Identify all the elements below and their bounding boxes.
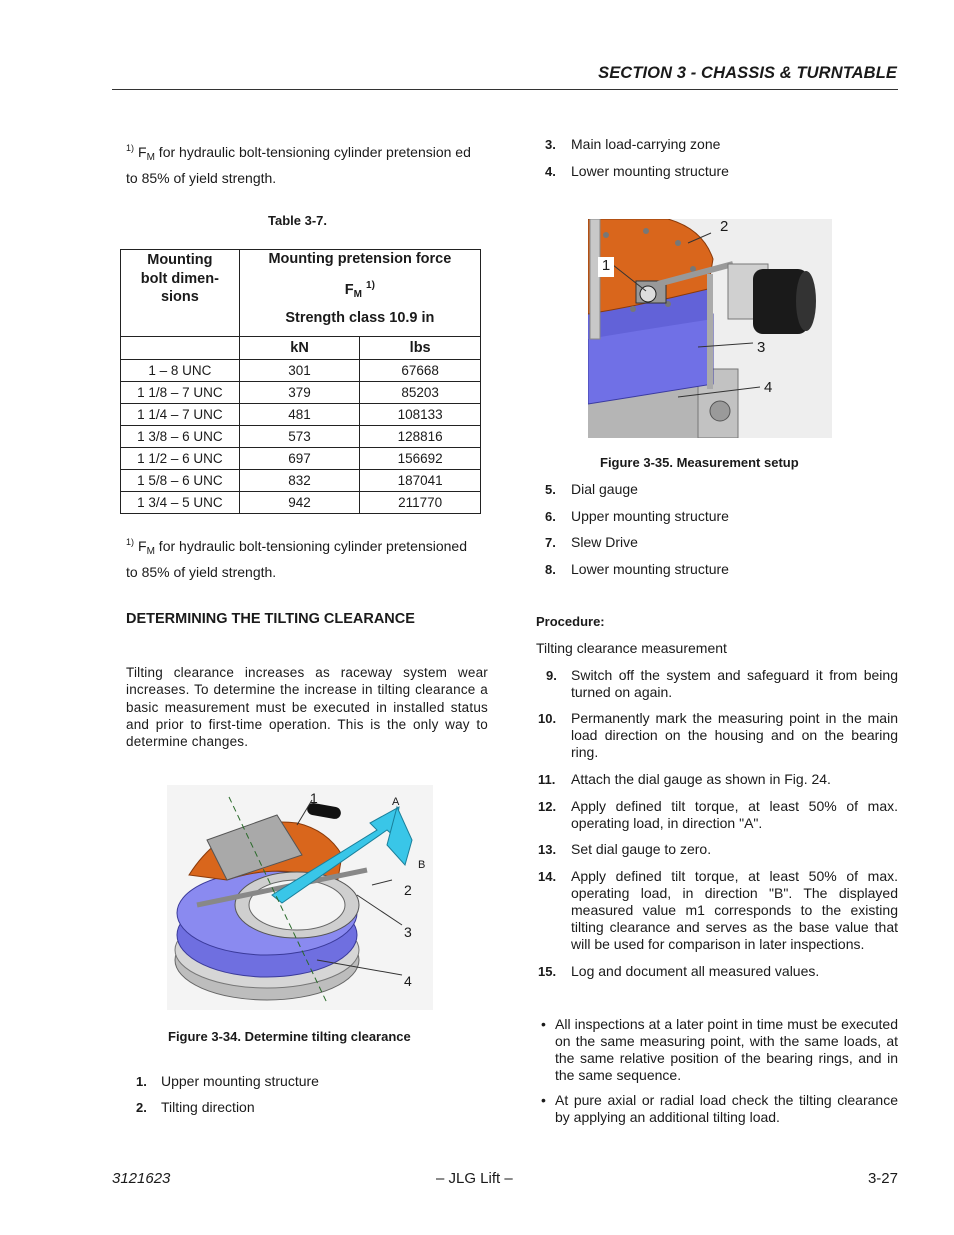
footnote-subscript: M [146, 546, 155, 557]
list-item: 8. Lower mounting structure [545, 561, 729, 577]
footnote-mark: 1) [126, 143, 135, 153]
table-row: 1 5/8 – 6 UNC 832 187041 [121, 470, 481, 492]
procedure-step: 13. Set dial gauge to zero. [538, 841, 712, 857]
table-row: 1 3/4 – 5 UNC 942 211770 [121, 492, 481, 514]
units-blank-cell [121, 337, 240, 360]
procedure-step: 14. Apply defined tilt torque, at least 50% of max. operating load, in direction "B". The displayed measured value m1 corresponds to the existing tilting clearance and serves as the base value that will be used for comparison in later inspections. [538, 868, 898, 952]
procedure-step: 10. Permanently mark the measuring point in the main load direction on the housing and on the bearing ring. [538, 710, 898, 760]
footer-page-number: 3-27 [867, 1170, 898, 1187]
fig35-callout-1: 1 [598, 257, 614, 277]
list-item: 5. Dial gauge [545, 481, 638, 497]
fig35-callout-2: 2 [720, 218, 729, 235]
footnote-symbol: F [138, 144, 147, 160]
footnote-text: for hydraulic bolt-tensioning cylinder pretensioned [154, 538, 467, 554]
tilting-paragraph: Tilting clearance increases as raceway system wear increases. To determine the increase in tilting clearance a basic measurement must be executed in installed status and prior to first-time operation. This is the only way to determine changes. [126, 665, 488, 750]
bullet-item: • All inspections at a later point in time must be executed on the same measuring point, with the same loads, at the same relative position of the bearing rings, and in the same sequence. [541, 1016, 898, 1083]
col-header-bolt-dimensions: Mounting bolt dimen- sions [121, 250, 240, 337]
list-item: 3. Main load-carrying zone [545, 136, 721, 152]
bolt-pretension-table [120, 249, 481, 514]
procedure-subheading: Tilting clearance measurement [536, 640, 727, 656]
fig34-callout-1: 1 [310, 790, 318, 806]
procedure-heading: Procedure: [536, 614, 605, 629]
procedure-step: 15. Log and document all measured values. [538, 963, 820, 979]
list-item: 7. Slew Drive [545, 534, 638, 550]
list-item: 4. Lower mounting structure [545, 163, 729, 179]
footnote-bottom [126, 532, 496, 582]
table-row: 1 – 8 UNC 301 67668 [121, 360, 481, 382]
fig34-callout-2: 2 [404, 882, 412, 898]
bullet-item: • At pure axial or radial load check the tilting clearance by applying an additional tilting load. [541, 1092, 898, 1125]
figure-3-34-caption: Figure 3-34. Determine tilting clearance [168, 1029, 411, 1044]
table-row: 1 3/8 – 6 UNC 573 128816 [121, 426, 481, 448]
procedure-step: 12. Apply defined tilt torque, at least 50% of max. operating load, in direction "A". [538, 798, 898, 831]
footnote-symbol: F [138, 538, 147, 554]
procedure-step: 9. Switch off the system and safeguard it from being turned on again. [546, 667, 898, 700]
footnote-mark: 1) [126, 537, 135, 547]
fig34-callout-a: A [392, 796, 400, 808]
list-item: 6. Upper mounting structure [545, 508, 729, 524]
table-row: 1 1/8 – 7 UNC 379 85203 [121, 382, 481, 404]
footer-center: – JLG Lift – [436, 1170, 513, 1187]
footnote-subscript: M [146, 152, 155, 163]
unit-kn: kN [239, 337, 360, 360]
figure-3-35-photo [588, 219, 832, 438]
tilting-heading: DETERMINING THE TILTING CLEARANCE [126, 611, 415, 627]
col-header-pretension-force: Mounting pretension force $F_M$ $^{1)}$ Strength class 10.9 in [239, 250, 480, 337]
table-row: 1 1/4 – 7 UNC 481 108133 [121, 404, 481, 426]
section-header: SECTION 3 - CHASSIS & TURNTABLE [598, 64, 897, 82]
footnote-text: for hydraulic bolt-tensioning cylinder pretension ed [154, 144, 471, 160]
list-item: 2. Tilting direction [136, 1099, 255, 1115]
footnote-text-line2: to 85% of yield strength. [126, 170, 277, 186]
figure-3-35-caption: Figure 3-35. Measurement setup [600, 455, 799, 470]
fig34-callout-4: 4 [404, 973, 412, 989]
fig34-callout-b: B [418, 859, 426, 871]
footnote-top [126, 138, 496, 188]
header-rule [112, 89, 898, 90]
figure-3-34-illustration [167, 785, 433, 1010]
list-item: 1. Upper mounting structure [136, 1073, 319, 1089]
procedure-step: 11. Attach the dial gauge as shown in Fig. 24. [538, 771, 831, 787]
fig35-callout-4: 4 [764, 379, 773, 396]
footnote-text-line2: to 85% of yield strength. [126, 564, 277, 580]
unit-lbs: lbs [360, 337, 481, 360]
fig34-callout-3: 3 [404, 924, 412, 940]
fig35-callout-3: 3 [757, 339, 766, 356]
table-row: 1 1/2 – 6 UNC 697 156692 [121, 448, 481, 470]
table-caption: Table 3-7. [268, 213, 328, 228]
footer-doc-number: 3121623 [112, 1170, 171, 1187]
